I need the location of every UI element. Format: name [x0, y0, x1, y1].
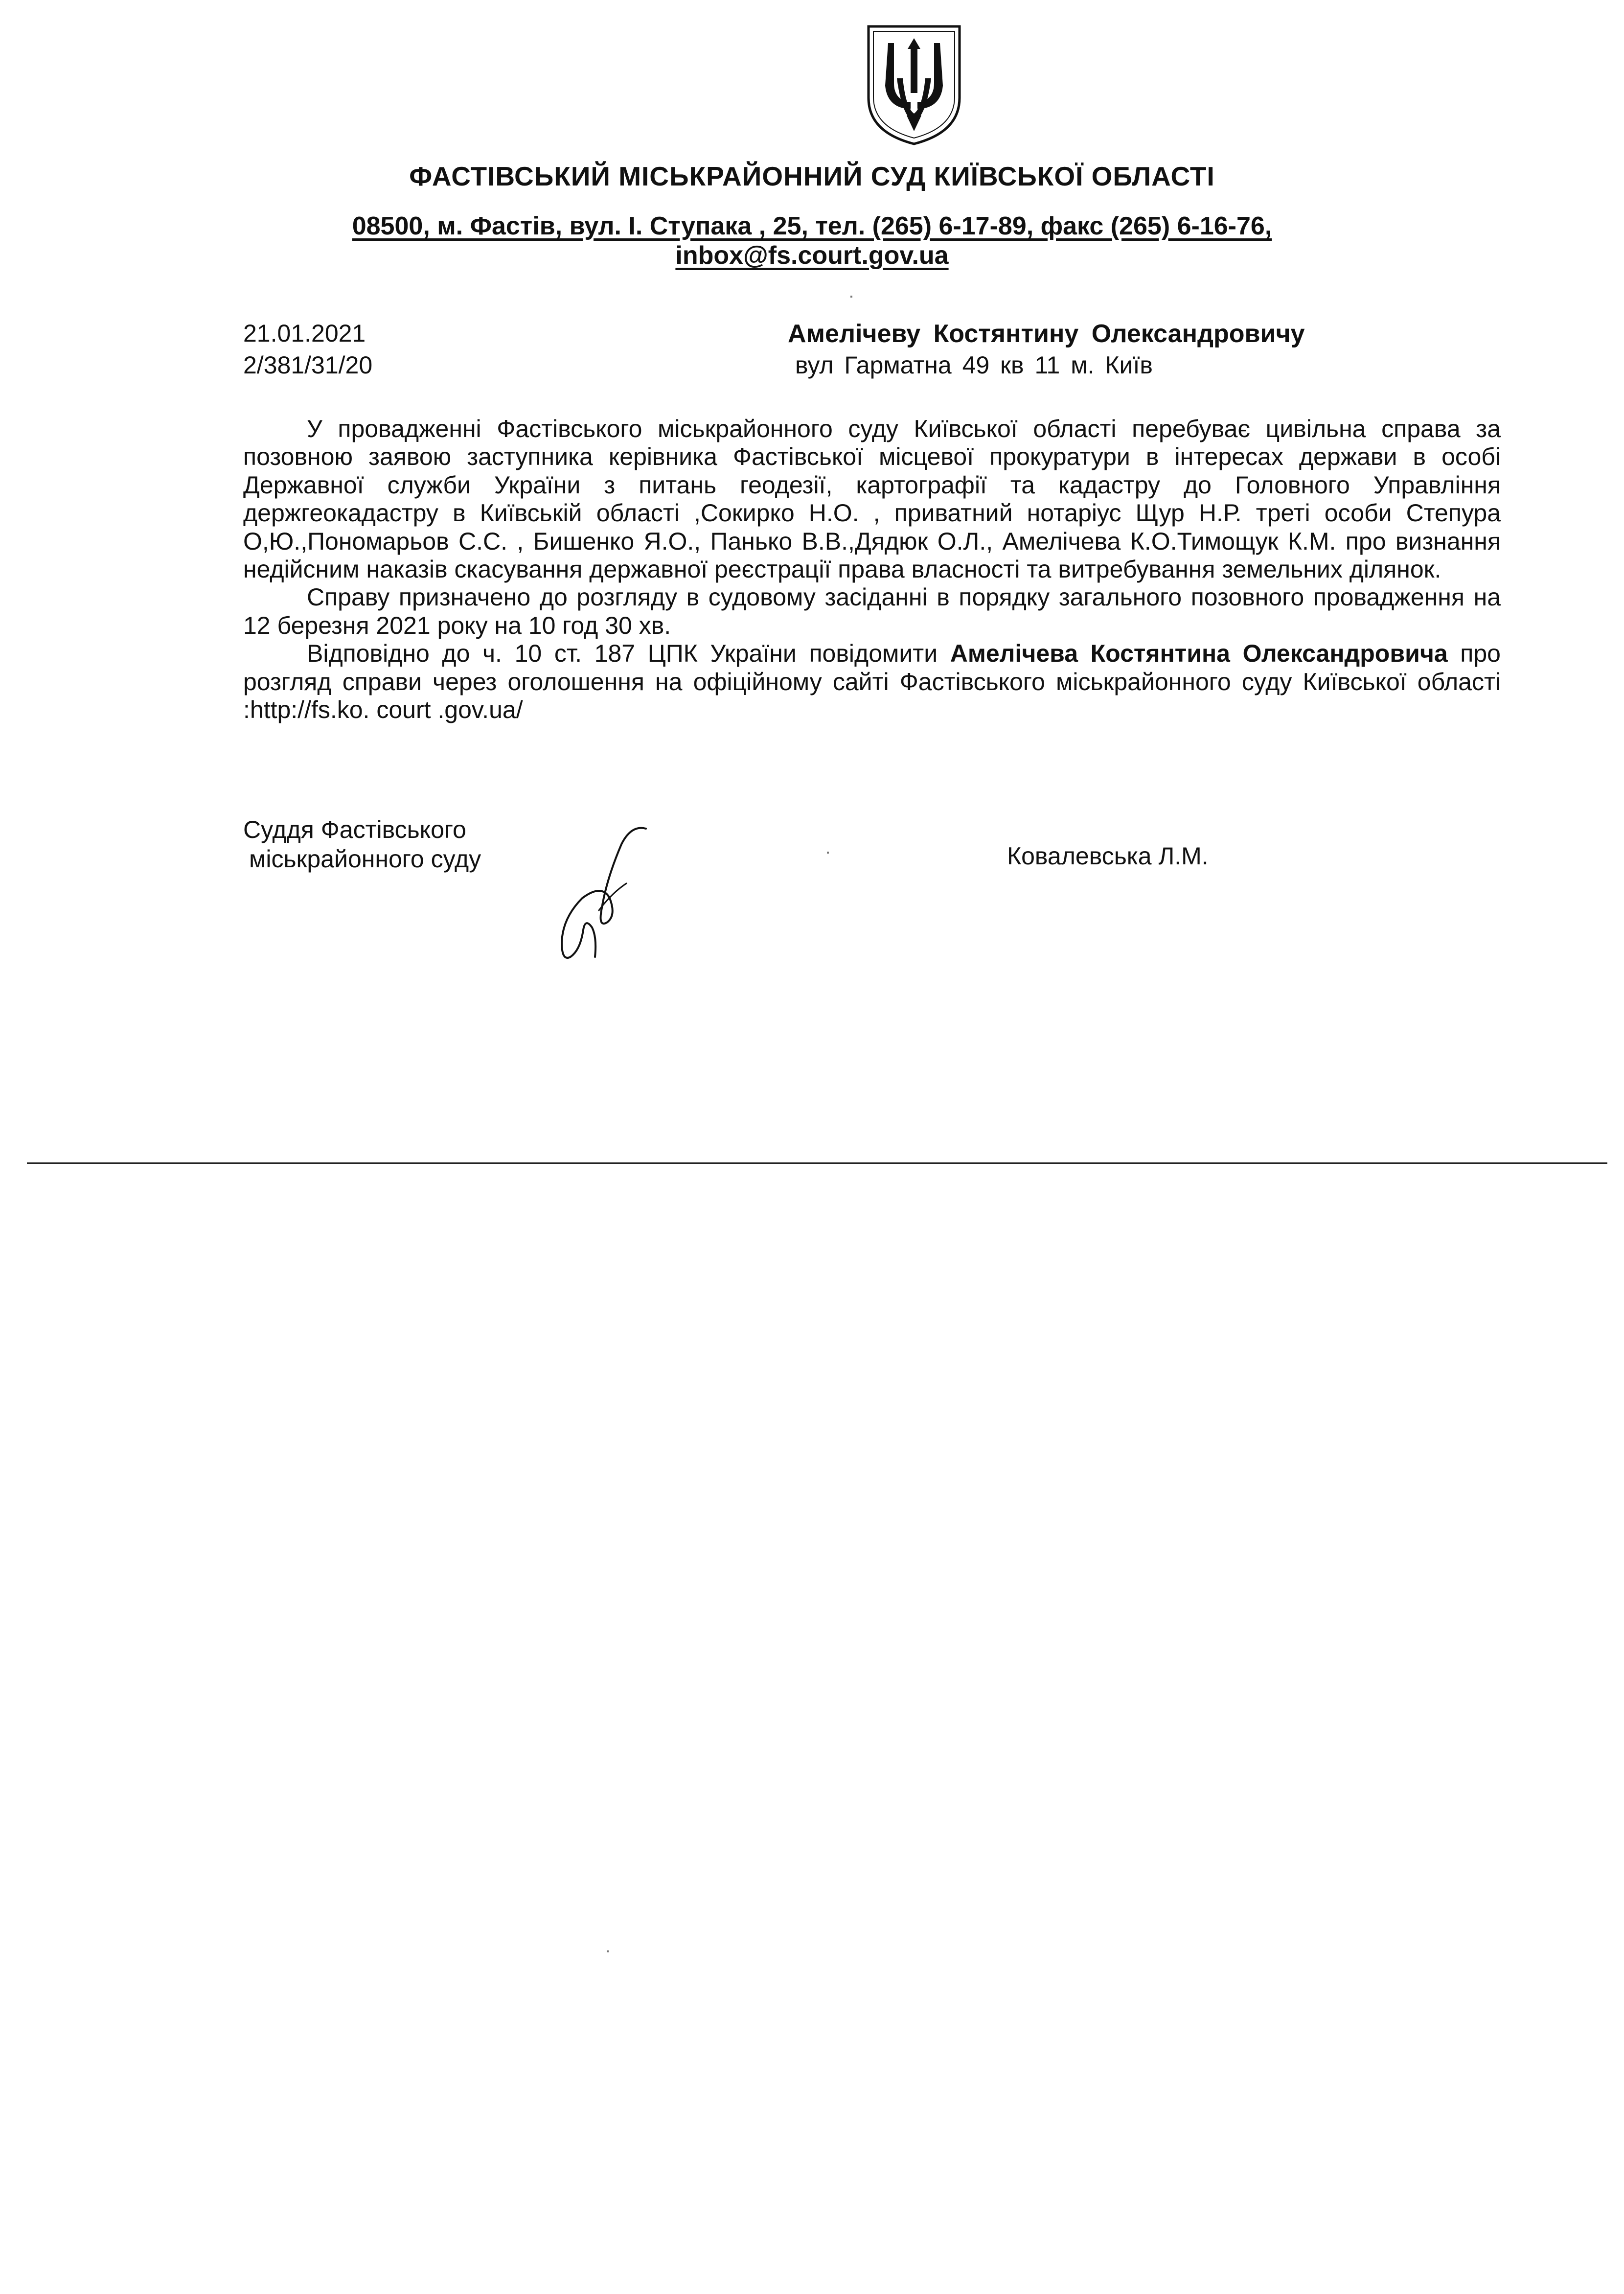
- judge-position: [243, 815, 481, 874]
- scan-speck: [607, 1950, 609, 1952]
- court-email: inbox@fs.court.gov.ua: [675, 241, 949, 270]
- scan-speck: [850, 296, 852, 298]
- recipient-name: Амелічеву Костянтину Олександровичу: [788, 320, 1305, 348]
- scan-speck: [827, 852, 829, 854]
- handwritten-signature: [548, 825, 665, 967]
- recipient-address: вул Гарматна 49 кв 11 м. Київ: [795, 351, 1153, 379]
- notification-text-start: Відповідно до ч. 10 ст. 187 ЦПК України повідомити: [307, 640, 950, 668]
- judge-name: Ковалевська Л.М.: [1007, 842, 1209, 870]
- court-name-heading: ФАСТІВСЬКИЙ МІСЬКРАЙОННИЙ СУД КИЇВСЬКОЇ ОБЛАСТІ: [409, 161, 1215, 191]
- paragraph-hearing-date: Справу призначено до розгляду в судовому засіданні в порядку загального позовного провадження на 12 березня 2021 року на 10 год 30 хв.: [243, 583, 1501, 639]
- letter-body: [243, 415, 1501, 724]
- court-address: 08500, м. Фастів, вул. І. Ступака , 25, тел. (265) 6-17-89, факс (265) 6-16-76,: [352, 212, 1272, 240]
- paragraph-case-description: У провадженні Фастівського міськрайонного суду Київської області перебуває цивільна справа за позовною заявою заступника керівника Фастівської місцевої прокуратури в інтересах держави в особі Державної служби України з питань геодезії, картографії та кадастру до Головного Управління держгеокадастру в Київській області ,Сокирко Н.О. , приватний нотаріус Щур Н.Р. треті особи Степура О,Ю.,Пономарьов С.С. , Бишенко Я.О., Панько В.В.,Дядюк О.Л., Амелічева К.О.Тимощук К.М. про визнання недійсним наказів скасування державної реєстрації права власності та витребування земельних ділянок.: [243, 415, 1501, 583]
- letter-date: 21.01.2021: [243, 320, 366, 347]
- notification-text-end: про розгляд справи через оголошення на офіційному сайті Фастівського міськрайонного суду Київської області :http://fs.ko. court .gov.ua/: [243, 640, 1501, 724]
- case-number: 2/381/31/20: [243, 351, 373, 379]
- ukraine-trident-emblem-icon: [863, 20, 965, 148]
- judge-position-line1: Суддя Фастівського: [243, 816, 466, 843]
- judge-position-line2: міськрайонного суду: [249, 845, 481, 873]
- paragraph-notification: [243, 640, 1501, 724]
- defendant-name: Амелічева Костянтина Олександровича: [950, 640, 1448, 668]
- page-divider-line: [27, 1162, 1607, 1164]
